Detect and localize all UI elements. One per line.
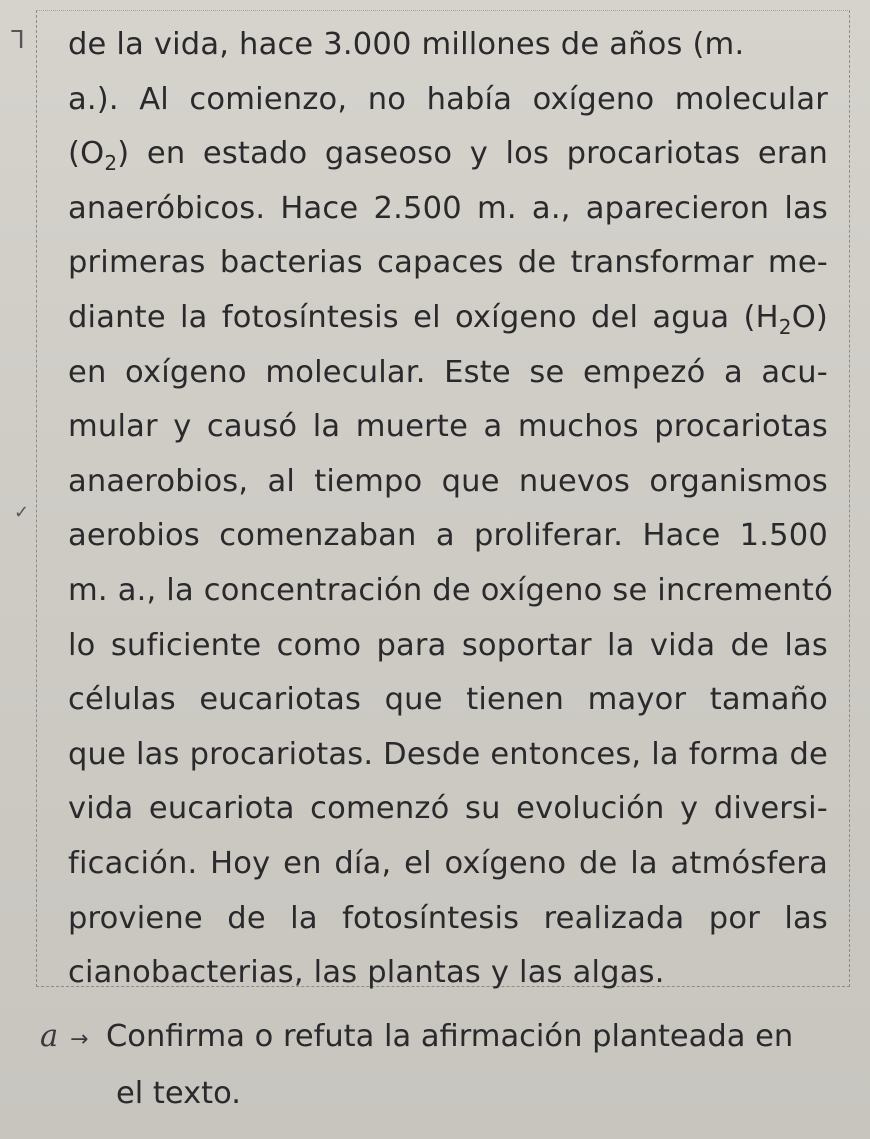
passage-text: aerobios comenzaban a proliferar. Hace 1.500 bbox=[68, 518, 828, 554]
passage-line bbox=[68, 892, 828, 947]
passage-line bbox=[68, 509, 828, 564]
passage-text: células eucariotas que tienen mayor tamaño bbox=[68, 682, 828, 718]
passage-text: anaeróbicos. Hace 2.500 m. a., aparecieron las bbox=[68, 190, 828, 226]
question-text: Confirma o refuta la afirmación planteada en bbox=[106, 1019, 794, 1054]
passage-line bbox=[68, 728, 828, 783]
passage-line bbox=[68, 182, 828, 237]
question-item bbox=[40, 1010, 860, 1121]
question-line-2 bbox=[40, 1067, 860, 1121]
passage-text: proviene de la fotosíntesis realizada por las bbox=[68, 900, 828, 936]
pencil-tick-icon: ✓ bbox=[14, 502, 30, 523]
passage-line bbox=[68, 619, 828, 674]
passage-text: ) en estado gaseoso y los procariotas eran bbox=[117, 136, 828, 172]
passage-line bbox=[68, 73, 828, 128]
passage-text: O) bbox=[791, 299, 828, 335]
passage-line bbox=[68, 127, 828, 182]
pencil-mark-icon: ᒣ bbox=[10, 26, 25, 54]
passage-line bbox=[68, 18, 828, 73]
passage-text: (O bbox=[68, 136, 105, 172]
passage-line bbox=[68, 946, 828, 1001]
reading-passage bbox=[68, 18, 833, 1001]
passage-text: a.). Al comienzo, no había oxígeno molecular bbox=[68, 81, 828, 117]
passage-text: ficación. Hoy en día, el oxígeno de la atmósfera bbox=[68, 845, 828, 881]
passage-text: lo suficiente como para soportar la vida de las bbox=[68, 627, 828, 663]
passage-text: diante la fotosíntesis el oxígeno del agua (H bbox=[68, 299, 779, 335]
passage-line bbox=[68, 236, 828, 291]
passage-text: mular y causó la muerte a muchos procariotas bbox=[68, 409, 828, 445]
passage-line bbox=[68, 564, 833, 619]
question-line-1 bbox=[40, 1010, 860, 1067]
passage-text: de la vida, hace 3.000 millones de años (m. bbox=[68, 27, 745, 62]
passage-line bbox=[68, 291, 828, 346]
question-text-continued: el texto. bbox=[116, 1076, 241, 1111]
subscript: 2 bbox=[104, 151, 118, 176]
arrow-icon: → bbox=[70, 1027, 89, 1052]
passage-text: m. a., la concentración de oxígeno se incrementó bbox=[68, 572, 833, 608]
question-letter: a bbox=[40, 1019, 59, 1054]
passage-text: primeras bacterias capaces de transformar me- bbox=[68, 245, 828, 281]
passage-line bbox=[68, 782, 828, 837]
passage-line bbox=[68, 455, 828, 510]
passage-text: anaerobios, al tiempo que nuevos organismos bbox=[68, 463, 828, 499]
subscript: 2 bbox=[778, 314, 792, 339]
passage-line bbox=[68, 346, 828, 401]
passage-text: vida eucariota comenzó su evolución y diversi- bbox=[68, 791, 828, 827]
passage-text: cianobacterias, las plantas y las algas. bbox=[68, 955, 665, 991]
passage-line bbox=[68, 400, 828, 455]
passage-line bbox=[68, 837, 828, 892]
passage-text: que las procariotas. Desde entonces, la forma de bbox=[68, 736, 828, 772]
passage-text: en oxígeno molecular. Este se empezó a acu- bbox=[68, 354, 828, 390]
passage-line bbox=[68, 673, 828, 728]
